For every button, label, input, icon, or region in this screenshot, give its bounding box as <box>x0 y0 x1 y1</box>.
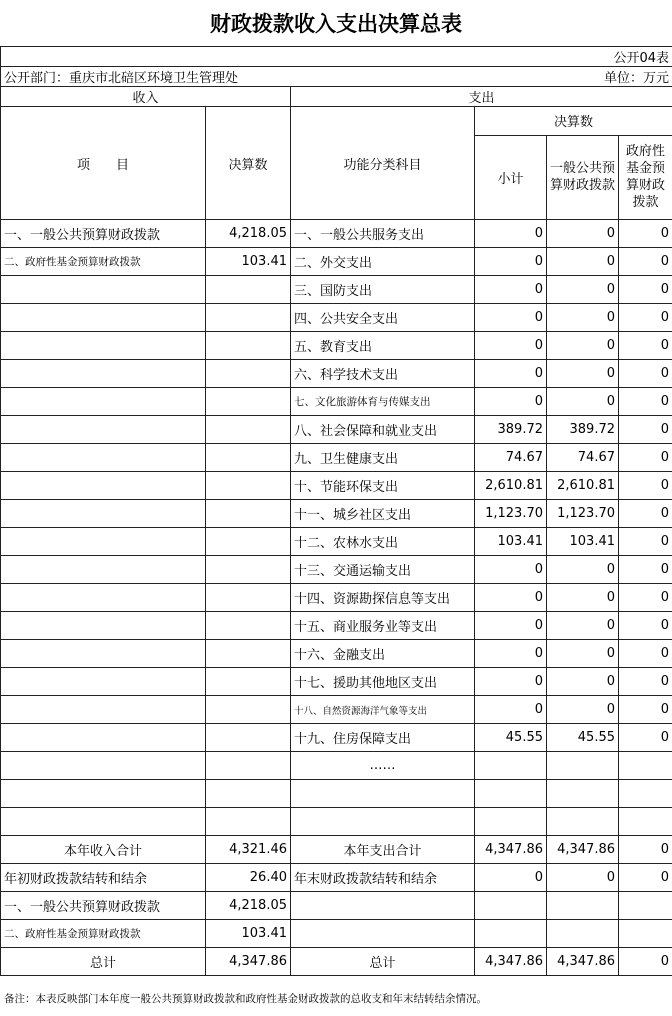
expense-item: 十四、资源勘探信息等支出 <box>291 584 475 612</box>
table-row <box>1 584 672 612</box>
income-item: 一、一般公共预算财政拨款 <box>1 892 206 920</box>
expense-general-budget <box>547 808 619 836</box>
expense-subtotal <box>475 780 547 808</box>
expense-gov-fund: 0 <box>619 332 672 360</box>
expense-general-budget <box>547 892 619 920</box>
income-item <box>1 808 206 836</box>
expense-subtotal: 0 <box>475 360 547 388</box>
table-row <box>1 388 672 416</box>
expense-general-budget: 0 <box>547 332 619 360</box>
expense-item <box>291 780 475 808</box>
expense-subtotal: 0 <box>475 612 547 640</box>
expense-item: …… <box>291 752 475 780</box>
expense-subtotal: 0 <box>475 248 547 276</box>
expense-gov-fund: 0 <box>619 668 672 696</box>
income-amount <box>206 640 291 668</box>
income-amount <box>206 444 291 472</box>
expense-subtotal: 0 <box>475 864 547 892</box>
expense-subtotal: 103.41 <box>475 528 547 556</box>
expense-subtotal <box>475 808 547 836</box>
table-row <box>1 780 672 808</box>
income-item <box>1 276 206 304</box>
income-item <box>1 304 206 332</box>
expense-item: 年末财政拨款结转和结余 <box>291 864 475 892</box>
income-amount <box>206 528 291 556</box>
income-item <box>1 584 206 612</box>
expense-gov-fund: 0 <box>619 696 672 724</box>
expense-item: 十九、住房保障支出 <box>291 724 475 752</box>
income-item <box>1 528 206 556</box>
income-header: 收入 <box>1 87 291 107</box>
expense-item: 总计 <box>291 948 475 976</box>
form-number: 公开04表 <box>547 47 672 67</box>
table-row <box>1 920 672 948</box>
expense-item: 十八、自然资源海洋气象等支出 <box>291 696 475 724</box>
income-item <box>1 444 206 472</box>
income-amount <box>206 808 291 836</box>
expense-general-budget: 0 <box>547 248 619 276</box>
expense-gov-fund: 0 <box>619 444 672 472</box>
table-row <box>1 528 672 556</box>
table-row <box>1 724 672 752</box>
income-item <box>1 472 206 500</box>
income-amount <box>206 612 291 640</box>
expense-subtotal: 0 <box>475 388 547 416</box>
expense-item <box>291 808 475 836</box>
expense-subtotal: 0 <box>475 696 547 724</box>
expense-gov-fund <box>619 808 672 836</box>
expense-item: 本年支出合计 <box>291 836 475 864</box>
table-row <box>1 220 672 248</box>
expense-gov-fund: 0 <box>619 556 672 584</box>
income-item: 本年收入合计 <box>1 836 206 864</box>
expense-subtotal <box>475 752 547 780</box>
expense-subtotal: 0 <box>475 276 547 304</box>
income-amount: 4,218.05 <box>206 892 291 920</box>
expense-general-budget <box>547 920 619 948</box>
table-row <box>1 360 672 388</box>
expense-gov-fund: 0 <box>619 836 672 864</box>
func-category-header: 功能分类科目 <box>291 107 475 220</box>
expense-item: 十二、农林水支出 <box>291 528 475 556</box>
expense-item: 十一、城乡社区支出 <box>291 500 475 528</box>
income-item <box>1 500 206 528</box>
expense-subtotal: 45.55 <box>475 724 547 752</box>
table-row <box>1 248 672 276</box>
table-row <box>1 276 672 304</box>
expense-gov-fund: 0 <box>619 220 672 248</box>
expense-subtotal: 0 <box>475 332 547 360</box>
expense-general-budget: 389.72 <box>547 416 619 444</box>
income-item <box>1 416 206 444</box>
expense-subtotal: 4,347.86 <box>475 836 547 864</box>
income-item <box>1 752 206 780</box>
table-row <box>1 836 672 864</box>
expense-subtotal: 4,347.86 <box>475 948 547 976</box>
unit-label: 单位：万元 <box>547 67 672 87</box>
expense-gov-fund <box>619 752 672 780</box>
expense-gov-fund: 0 <box>619 948 672 976</box>
table-row <box>1 668 672 696</box>
income-item <box>1 696 206 724</box>
expense-general-budget: 0 <box>547 696 619 724</box>
income-amount: 4,347.86 <box>206 948 291 976</box>
expense-item: 十五、商业服务业等支出 <box>291 612 475 640</box>
income-item <box>1 724 206 752</box>
income-amount <box>206 472 291 500</box>
table-row <box>1 864 672 892</box>
expense-gov-fund: 0 <box>619 248 672 276</box>
expense-gov-fund: 0 <box>619 276 672 304</box>
expense-general-budget: 0 <box>547 668 619 696</box>
income-amount <box>206 724 291 752</box>
income-item <box>1 612 206 640</box>
expense-subtotal <box>475 920 547 948</box>
expense-gov-fund <box>619 780 672 808</box>
expense-general-budget: 0 <box>547 584 619 612</box>
table-row <box>1 892 672 920</box>
expense-general-budget: 0 <box>547 220 619 248</box>
expense-header: 支出 <box>291 87 672 107</box>
income-item <box>1 780 206 808</box>
expense-item <box>291 920 475 948</box>
income-amount <box>206 696 291 724</box>
general-budget-header: 一般公共预算财政拨款 <box>547 135 619 220</box>
expense-general-budget <box>547 752 619 780</box>
income-item <box>1 388 206 416</box>
table-row <box>1 948 672 976</box>
page-title: 财政拨款收入支出决算总表 <box>210 11 462 36</box>
expense-gov-fund: 0 <box>619 360 672 388</box>
expense-item: 九、卫生健康支出 <box>291 444 475 472</box>
final-amount-header: 决算数 <box>475 107 672 136</box>
table-row <box>1 612 672 640</box>
income-item <box>1 668 206 696</box>
expense-subtotal: 0 <box>475 556 547 584</box>
expense-gov-fund: 0 <box>619 388 672 416</box>
income-item <box>1 360 206 388</box>
table-row <box>1 808 672 836</box>
expense-gov-fund: 0 <box>619 724 672 752</box>
expense-item: 五、教育支出 <box>291 332 475 360</box>
table-row <box>1 500 672 528</box>
income-amount <box>206 500 291 528</box>
expense-gov-fund <box>619 892 672 920</box>
expense-gov-fund: 0 <box>619 500 672 528</box>
income-item: 年初财政拨款结转和结余 <box>1 864 206 892</box>
expense-general-budget: 103.41 <box>547 528 619 556</box>
expense-gov-fund: 0 <box>619 584 672 612</box>
budget-table <box>0 46 672 976</box>
expense-subtotal: 0 <box>475 220 547 248</box>
expense-general-budget: 0 <box>547 360 619 388</box>
expense-item: 八、社会保障和就业支出 <box>291 416 475 444</box>
subtotal-header: 小计 <box>475 135 547 220</box>
expense-general-budget: 2,610.81 <box>547 472 619 500</box>
expense-item: 十、节能环保支出 <box>291 472 475 500</box>
income-amount <box>206 332 291 360</box>
income-item: 一、一般公共预算财政拨款 <box>1 220 206 248</box>
expense-item: 六、科学技术支出 <box>291 360 475 388</box>
expense-subtotal: 389.72 <box>475 416 547 444</box>
item-header: 项 目 <box>1 107 206 220</box>
expense-item <box>291 892 475 920</box>
income-amount: 103.41 <box>206 248 291 276</box>
income-item <box>1 556 206 584</box>
income-amount: 103.41 <box>206 920 291 948</box>
income-amount <box>206 556 291 584</box>
expense-gov-fund: 0 <box>619 612 672 640</box>
expense-item: 七、文化旅游体育与传媒支出 <box>291 388 475 416</box>
expense-gov-fund: 0 <box>619 416 672 444</box>
expense-subtotal: 0 <box>475 640 547 668</box>
expense-gov-fund: 0 <box>619 528 672 556</box>
expense-subtotal: 0 <box>475 668 547 696</box>
table-row <box>1 304 672 332</box>
table-row <box>1 472 672 500</box>
income-item: 二、政府性基金预算财政拨款 <box>1 248 206 276</box>
amount-header: 决算数 <box>206 107 291 220</box>
expense-subtotal: 2,610.81 <box>475 472 547 500</box>
expense-subtotal <box>475 892 547 920</box>
expense-subtotal: 0 <box>475 584 547 612</box>
expense-general-budget: 0 <box>547 864 619 892</box>
income-amount <box>206 416 291 444</box>
expense-gov-fund: 0 <box>619 304 672 332</box>
expense-general-budget: 74.67 <box>547 444 619 472</box>
expense-gov-fund <box>619 920 672 948</box>
income-amount <box>206 584 291 612</box>
table-row <box>1 332 672 360</box>
department-label: 公开部门：重庆市北碚区环境卫生管理处 <box>1 67 475 87</box>
income-amount: 4,321.46 <box>206 836 291 864</box>
expense-general-budget: 0 <box>547 304 619 332</box>
expense-general-budget: 0 <box>547 640 619 668</box>
table-row <box>1 696 672 724</box>
income-amount: 26.40 <box>206 864 291 892</box>
expense-item: 四、公共安全支出 <box>291 304 475 332</box>
expense-subtotal: 1,123.70 <box>475 500 547 528</box>
expense-general-budget: 1,123.70 <box>547 500 619 528</box>
expense-general-budget <box>547 780 619 808</box>
expense-item: 三、国防支出 <box>291 276 475 304</box>
income-amount <box>206 304 291 332</box>
income-amount <box>206 360 291 388</box>
income-amount <box>206 668 291 696</box>
income-amount: 4,218.05 <box>206 220 291 248</box>
income-amount <box>206 780 291 808</box>
table-row <box>1 444 672 472</box>
gov-fund-header: 政府性基金预算财政拨款 <box>619 135 672 220</box>
expense-general-budget: 0 <box>547 276 619 304</box>
income-amount <box>206 752 291 780</box>
expense-subtotal: 0 <box>475 304 547 332</box>
table-row <box>1 752 672 780</box>
expense-general-budget: 0 <box>547 556 619 584</box>
expense-subtotal: 74.67 <box>475 444 547 472</box>
expense-general-budget: 45.55 <box>547 724 619 752</box>
income-item: 二、政府性基金预算财政拨款 <box>1 920 206 948</box>
expense-item: 十三、交通运输支出 <box>291 556 475 584</box>
table-row <box>1 416 672 444</box>
expense-gov-fund: 0 <box>619 864 672 892</box>
income-amount <box>206 388 291 416</box>
expense-general-budget: 4,347.86 <box>547 836 619 864</box>
table-row <box>1 556 672 584</box>
expense-gov-fund: 0 <box>619 640 672 668</box>
footnote: 备注：本表反映部门本年度一般公共预算财政拨款和政府性基金财政拨款的总收支和年末结转结余情况。 <box>4 993 487 1005</box>
income-item <box>1 640 206 668</box>
expense-item: 二、外交支出 <box>291 248 475 276</box>
income-amount <box>206 276 291 304</box>
expense-general-budget: 0 <box>547 612 619 640</box>
income-item <box>1 332 206 360</box>
expense-item: 一、一般公共服务支出 <box>291 220 475 248</box>
table-row <box>1 640 672 668</box>
expense-item: 十七、援助其他地区支出 <box>291 668 475 696</box>
expense-general-budget: 4,347.86 <box>547 948 619 976</box>
income-item: 总计 <box>1 948 206 976</box>
expense-item: 十六、金融支出 <box>291 640 475 668</box>
expense-general-budget: 0 <box>547 388 619 416</box>
expense-gov-fund: 0 <box>619 472 672 500</box>
